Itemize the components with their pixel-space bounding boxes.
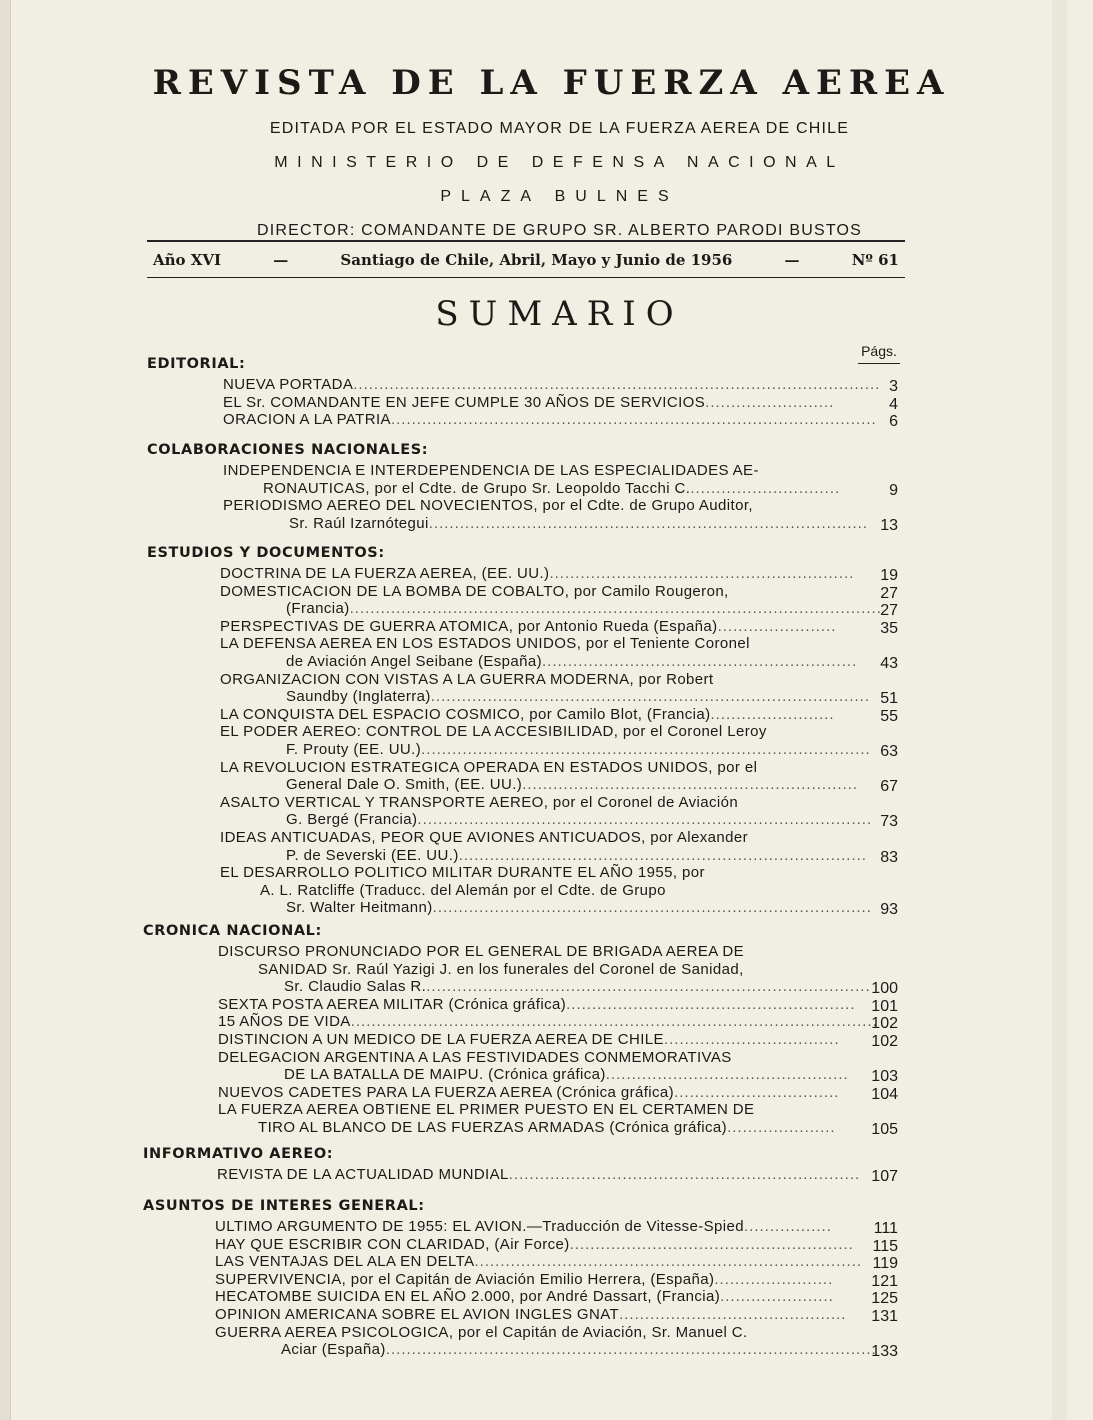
contents-heading: SUMARIO [435,294,684,334]
toc-entry-line [218,943,744,960]
toc-entry-line [258,961,744,978]
entry-text: P. de Severski (EE. UU.) [286,846,459,864]
dot-leader: ...................................................................................... [426,978,871,996]
page-number: 131 [871,1308,898,1325]
page-number: 107 [871,1168,898,1185]
entry-text: NUEVOS CADETES PARA LA FUERZA AEREA (Crónica gráfica) [218,1083,675,1101]
dot-leader: ....................................................................................................... [349,600,882,618]
toc-entry-line [263,479,841,497]
page-number: 105 [871,1121,898,1138]
toc-entry-line [215,1253,863,1271]
entry-text: HAY QUE ESCRIBIR CON CLARIDAD, (Air Force) [215,1235,570,1253]
toc-entry-line [284,978,871,996]
entry-text: REVISTA DE LA ACTUALIDAD MUNDIAL [217,1166,509,1183]
section-title: COLABORACIONES NACIONALES: [147,442,429,458]
magazine-title: REVISTA DE LA FUERZA AEREA [152,63,951,103]
toc-entry-line [220,794,738,811]
entry-text: 15 AÑOS DE VIDA [218,1013,351,1031]
toc-entry-line [220,583,729,600]
toc-entry-line [223,497,753,514]
entry-text: SUPERVIVENCIA, por el Capitán de Aviación Emilio Herrera, (España) [215,1270,715,1288]
page-number: 73 [880,813,898,831]
toc-entry-line [220,705,835,723]
section-title: ASUNTOS DE INTERES GENERAL: [143,1198,425,1214]
page-number: 13 [880,516,898,534]
toc-entry-line [220,864,705,881]
address-line: PLAZA BULNES [440,188,679,205]
issue-year: Año XVI [153,250,222,269]
dot-leader: ..................................................................................... [428,514,868,532]
page-number: 9 [889,481,898,499]
page-number: 35 [880,619,898,637]
entry-text: DISCURSO PRONUNCIADO POR EL GENERAL DE BRIGADA AEREA DE [218,943,745,960]
page-number: 111 [873,1220,898,1237]
dot-leader: ......................... [705,393,835,411]
entry-text: ORACION A LA PATRIA [223,411,391,429]
page-number: 27 [880,602,898,620]
toc-entry-line [286,811,873,829]
page-number: 51 [880,690,898,708]
toc-entry-line [218,1101,754,1118]
issue-dateline [147,240,905,278]
toc-entry-line [217,1166,861,1183]
publisher-line: EDITADA POR EL ESTADO MAYOR DE LA FUERZA AEREA DE CHILE [269,120,850,137]
entry-text: LAS VENTAJAS DEL ALA EN DELTA [215,1253,475,1271]
entry-text: DOMESTICACION DE LA BOMBA DE COBALTO, por Camilo Rougeron, [220,582,729,600]
toc-entry-line [286,688,870,706]
dot-leader: ...................................................................................................... [353,376,881,393]
page-number: 115 [872,1237,898,1255]
dot-leader: ............................................................................................... [385,1341,877,1359]
page-number: 93 [880,901,898,919]
page-number: 63 [880,743,898,760]
toc-entry-line [215,1235,854,1253]
dateline-dash: — [273,250,289,269]
entry-text: OPINION AMERICANA SOBRE EL AVION INGLES GNAT [215,1306,620,1323]
dot-leader: ................................ [674,1083,840,1101]
dot-leader: ............................................................................... [458,846,867,864]
entry-text: A. L. Ratcliffe (Traducc. del Alemán por el Cdte. de Grupo [260,881,666,899]
dot-leader: ............................................................. [542,653,858,670]
page-number: 100 [871,980,898,998]
entry-text: Sr. Walter Heitmann) [286,899,433,917]
page-number: 4 [889,395,898,413]
page-number: 102 [871,1015,898,1033]
dot-leader: ....................... [717,617,837,635]
dot-leader: ....................................................................................... [421,741,871,758]
page-number: 67 [880,778,898,796]
entry-text: EL Sr. COMANDANTE EN JEFE CUMPLE 30 AÑOS DE SERVICIOS [223,393,706,411]
dot-leader: ...................... [720,1288,834,1306]
toc-entry-line [223,462,759,479]
toc-entry-line [284,1066,849,1084]
entry-text: Sr. Claudio Salas R. [284,978,427,996]
entry-text: GUERRA AEREA PSICOLOGICA, por el Capitán de Aviación, Sr. Manuel C. [215,1323,748,1341]
toc-entry-line [220,759,757,776]
dot-leader: ................. [744,1218,832,1235]
dot-leader: ........................................................................................ [417,811,873,829]
toc-entry-line [260,882,666,899]
section-title: CRONICA NACIONAL: [143,923,322,939]
entry-text: G. Bergé (Francia) [286,811,418,829]
toc-entry-line [220,723,767,740]
page-number: 43 [880,655,898,672]
toc-entry-line [218,1083,840,1101]
dot-leader: ....................... [714,1270,834,1288]
dot-leader: ........................ [710,705,835,723]
entry-text: (Francia) [286,600,350,618]
entry-text: DISTINCION A UN MEDICO DE LA FUERZA AEREA DE CHILE [218,1031,664,1048]
entry-text: LA FUERZA AEREA OBTIENE EL PRIMER PUESTO EN EL CERTAMEN DE [218,1101,755,1119]
toc-entry-line [220,635,750,652]
entry-text: ASALTO VERTICAL Y TRANSPORTE AEREO, por el Coronel de Aviación [220,793,739,811]
section-title: EDITORIAL: [147,356,246,372]
page-number: 3 [889,378,898,395]
entry-text: ORGANIZACION CON VISTAS A LA GUERRA MODERNA, por Robert [220,670,714,688]
entry-text: DE LA BATALLA DE MAIPU. (Crónica gráfica) [284,1066,606,1084]
section-title: INFORMATIVO AEREO: [143,1146,334,1162]
toc-entry-line [286,653,858,670]
dot-leader: ...................................................................................................... [350,1013,878,1031]
toc-entry-line [218,995,856,1013]
ministry-line: MINISTERIO DE DEFENSA NACIONAL [274,154,845,171]
entry-text: LA REVOLUCION ESTRATEGICA OPERADA EN ESTADOS UNIDOS, por el [220,758,758,776]
entry-text: PERIODISMO AEREO DEL NOVECIENTOS, por el Cdte. de Grupo Auditor, [223,497,753,515]
entry-text: F. Prouty (EE. UU.) [286,741,422,758]
director-line: DIRECTOR: COMANDANTE DE GRUPO SR. ALBERTO PARODI BUSTOS [256,222,863,239]
page-number: 27 [880,584,898,602]
toc-entry-line [215,1324,748,1341]
dot-leader: ........................................................ [566,995,856,1013]
entry-text: EL DESARROLLO POLITICO MILITAR DURANTE EL AÑO 1955, por [220,864,705,882]
toc-entry-line [286,741,871,758]
toc-entry-line [281,1341,877,1359]
entry-text: IDEAS ANTICUADAS, PEOR QUE AVIONES ANTICUADOS, por Alexander [220,829,749,846]
dot-leader: ............................................ [619,1306,847,1323]
entry-text: Aciar (España) [281,1341,386,1359]
dot-leader: ..................................................................................... [432,899,872,917]
entry-text: NUEVA PORTADA [223,376,354,393]
entry-text: EL PODER AEREO: CONTROL DE LA ACCESIBILIDAD, por el Coronel Leroy [220,723,767,741]
toc-entry-line [215,1306,847,1323]
dot-leader: ..................................................................................... [430,688,870,706]
entry-text: LA DEFENSA AEREA EN LOS ESTADOS UNIDOS, por el Teniente Coronel [220,635,750,653]
entry-text: RONAUTICAS, por el Cdte. de Grupo Sr. Leopoldo Tacchi C. [263,479,691,497]
toc-entry-line [220,565,855,582]
dot-leader: .................................................................... [508,1166,861,1183]
page-number: 121 [871,1272,898,1290]
page-number: 55 [880,707,898,725]
toc-entry-line [220,617,837,635]
dot-leader: ............................................... [605,1066,849,1084]
toc-entry-line [289,514,868,532]
dot-leader: ............................. [690,479,841,497]
page-number: 103 [871,1068,898,1086]
toc-entry-line [286,776,859,794]
dot-leader: ................................................................. [522,776,859,794]
toc-entry-line [223,411,877,429]
entry-text: INDEPENDENCIA E INTERDEPENDENCIA DE LAS ESPECIALIDADES AE- [223,462,759,479]
toc-entry-line [258,1119,836,1136]
dot-leader: ..................... [727,1119,836,1136]
page-number: 102 [871,1033,898,1050]
toc-entry-line [286,899,872,917]
page-number: 119 [872,1255,898,1273]
toc-entry-line [286,600,882,618]
dot-leader: .................................. [663,1031,840,1048]
page-number: 19 [880,567,898,584]
entry-text: SEXTA POSTA AEREA MILITAR (Crónica gráfica) [218,995,567,1013]
dot-leader: ........................................................................... [474,1253,863,1271]
toc-entry-line [223,393,835,411]
page-number: 101 [871,997,898,1015]
page-number: 104 [871,1085,898,1103]
page-number: 83 [880,848,898,866]
toc-entry-line [218,1049,732,1066]
page-number: 6 [889,413,898,431]
toc-entry-line [223,376,881,393]
dot-leader: ........................................................... [549,565,855,582]
toc-entry-line [218,1031,840,1048]
entry-text: ULTIMO ARGUMENTO DE 1955: EL AVION.—Traducción de Vitesse-Spied [215,1218,745,1235]
entry-text: SANIDAD Sr. Raúl Yazigi J. en los funerales del Coronel de Sanidad, [258,960,744,978]
entry-text: Saundby (Inglaterra) [286,688,431,706]
toc-entry-line [218,1013,878,1031]
toc-entry-line [286,846,867,864]
dot-leader: .............................................................................................. [390,411,877,429]
page-number: 133 [871,1343,898,1361]
pages-column-header: Págs. [858,343,900,364]
toc-entry-line [215,1288,834,1306]
toc-entry-line [215,1270,834,1288]
dateline-dash: — [784,250,800,269]
masthead [0,62,1067,248]
toc-entry-line [220,829,748,846]
page-number: 125 [871,1290,898,1308]
issue-number: Nº 61 [851,250,899,269]
entry-text: Sr. Raúl Izarnótegui [289,514,429,532]
entry-text: DOCTRINA DE LA FUERZA AEREA, (EE. UU.) [220,565,550,582]
entry-text: TIRO AL BLANCO DE LAS FUERZAS ARMADAS (Crónica gráfica) [258,1119,728,1136]
section-title: ESTUDIOS Y DOCUMENTOS: [147,545,385,561]
entry-text: PERSPECTIVAS DE GUERRA ATOMICA, por Antonio Rueda (España) [220,617,718,635]
entry-text: General Dale O. Smith, (EE. UU.) [286,776,523,794]
issue-place-date: Santiago de Chile, Abril, Mayo y Junio de 1956 [340,250,733,269]
entry-text: LA CONQUISTA DEL ESPACIO COSMICO, por Camilo Blot, (Francia) [220,705,711,723]
entry-text: HECATOMBE SUICIDA EN EL AÑO 2.000, por André Dassart, (Francia) [215,1288,721,1306]
dot-leader: ....................................................... [569,1235,854,1253]
toc-entry-line [220,671,714,688]
toc-entry-line [215,1218,832,1235]
entry-text: DELEGACION ARGENTINA A LAS FESTIVIDADES CONMEMORATIVAS [218,1048,732,1066]
entry-text: de Aviación Angel Seibane (España) [286,653,543,670]
